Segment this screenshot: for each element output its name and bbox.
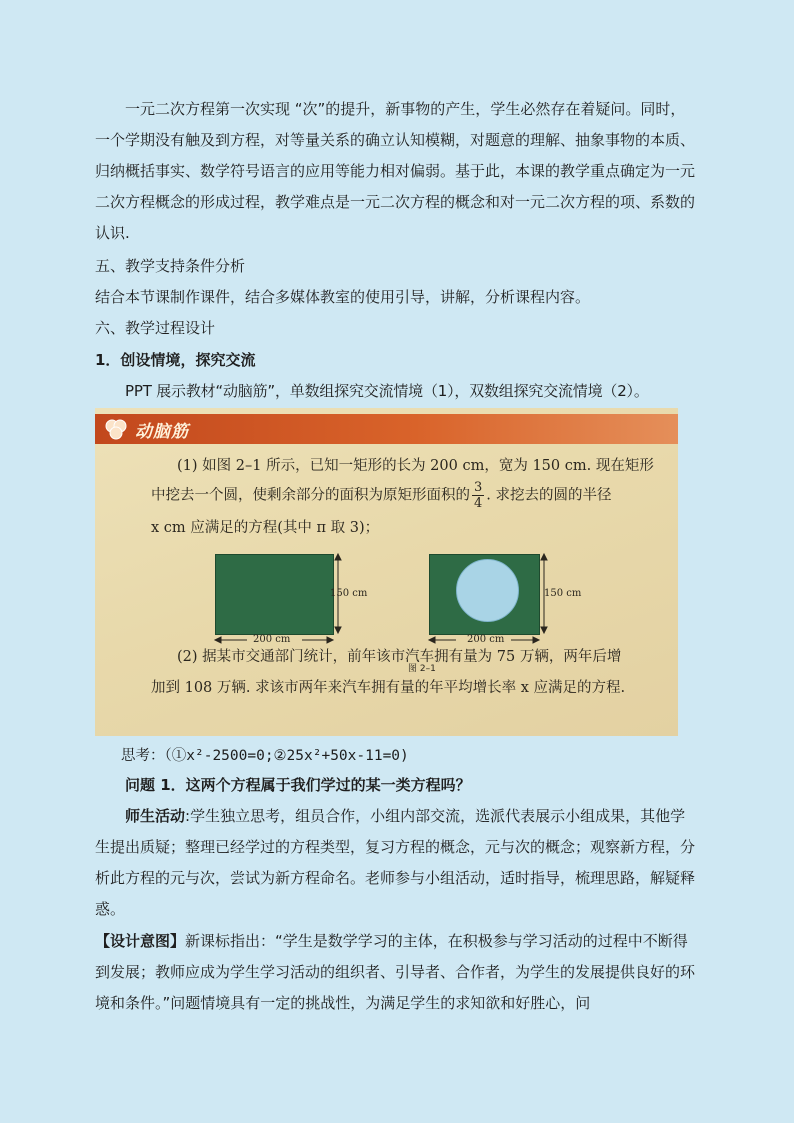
think-label: 思考： <box>121 748 165 764</box>
question2-line1: (2) 据某市交通部门统计，前年该市汽车拥有量为 75 万辆，两年后增 <box>177 649 622 665</box>
banner-title: 动脑筋 <box>135 422 189 442</box>
height-label-right: 150 cm <box>544 588 582 599</box>
fraction-numerator: 3 <box>474 480 483 495</box>
question1-line1: (1) 如图 2–1 所示，已知一矩形的长为 200 cm，宽为 150 cm. 现在矩形 <box>177 458 654 474</box>
design-intent-body: 新课标指出：“学生是数学学习的主体，在积极参与学习活动的过程中不断得到发展；教师应成为学生学习活动的组织者、引导者、合作者，为学生的发展提供良好的环境和条件。”问题情境具有一定的挑战性，为满足学生的求知欲和好胜心，问 <box>95 932 696 1012</box>
teacher-student-activity <box>95 801 700 925</box>
think-equations: （①x²-2500=0;②25x²+50x-11=0) <box>164 748 409 764</box>
question1-line2-post: . 求挖去的圆的半径 <box>486 487 612 504</box>
think-line <box>121 742 409 770</box>
design-intent-label: 【设计意图】 <box>95 932 186 950</box>
section6-heading: 六、教学过程设计 <box>95 319 216 337</box>
intro-paragraph: 一元二次方程第一次实现 “次”的提升，新事物的产生，学生必然存在着疑问。同时，一个学期没有触及到方程，对等量关系的确立认知模糊，对题意的理解、抽象事物的本质、归纳概括事实、数学符号语言的应用等能力相对偏弱。基于此，本课的教学重点确定为一元二次方程概念的形成过程，教学难点是一元二次方程的概念和对一元二次方程的项、系数的认识. <box>95 100 696 242</box>
section5-body: 结合本节课制作课件，结合多媒体教室的使用引导，讲解，分析课程内容。 <box>95 288 591 306</box>
activity-body: :学生独立思考，组员合作，小组内部交流，选派代表展示小组成果，其他学生提出质疑；整理已经学过的方程类型，复习方程的概念，元与次的概念；观察新方程，分析此方程的元与次，尝试为新方程命名。老师参与小组活动，适时指导，梳理思路，解疑释惑。 <box>95 807 696 918</box>
figure-caption: 图 2–1 <box>408 664 436 674</box>
height-label-left: 150 cm <box>330 588 368 599</box>
width-label-left: 200 cm <box>253 634 291 645</box>
fraction-denominator: 4 <box>474 496 483 511</box>
activity-label: 师生活动 <box>125 807 186 825</box>
section5-heading: 五、教学支持条件分析 <box>95 257 246 275</box>
textbook-photo <box>95 408 678 736</box>
question1-line2-pre: 中挖去一个圆，使剩余部分的面积为原矩形面积的 <box>151 487 470 504</box>
question2-line2: 加到 108 万辆. 求该市两年来汽车拥有量的年平均增长率 x 应满足的方程. <box>151 680 626 696</box>
question1-heading: 问题 1．这两个方程属于我们学过的某一类方程吗？ <box>125 776 471 794</box>
step1-body: PPT 展示教材“动脑筋”，单数组探究交流情境（1），双数组探究交流情境（2）。 <box>125 382 649 400</box>
question1-line3: x cm 应满足的方程(其中 π 取 3)； <box>151 520 380 536</box>
design-intent <box>95 926 700 1019</box>
step1-heading: 1．创设情境，探究交流 <box>95 351 256 369</box>
width-label-right: 200 cm <box>467 634 505 645</box>
